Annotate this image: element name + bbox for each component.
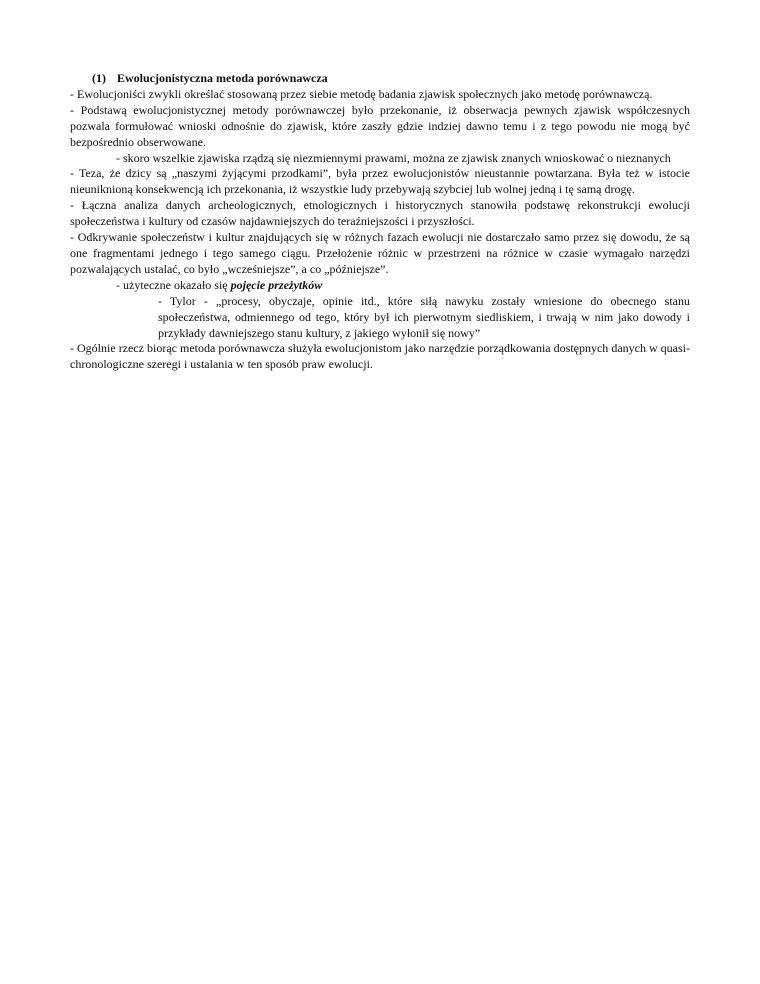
tylor-quote: - Tylor - „procesy, obyczaje, opinie itd., które siłą nawyku zostały wniesione do obecnego stanu społeczeństwa, odmiennego od tego, który był ich pierwotnym siedliskiem, i trwają w nim jako dowody i przykłady dawniejszego stanu kultury, z jakiego wyłonił się nowy”	[158, 293, 690, 340]
paragraph-5: - Łączna analiza danych archeologicznych, etnologicznych i historycznych stanowiła podstawę rekonstrukcji ewolucji społeczeństwa i kultury od czasów najdawniejszych do teraźniejszości i przyszłości.	[70, 198, 690, 229]
paragraph-2: - Podstawą ewolucjonistycznej metody porównawczej było przekonanie, iż obserwacja pewnych zjawisk współczesnych pozwala formułować wnioski odnośnie do zjawisk, które zaszły gdzie indziej dawno temu i z tego powodu nie mogą być bezpośrednio obserwowane.	[70, 102, 690, 149]
paragraph-3: - skoro wszelkie zjawiska rządzą się niezmiennymi prawami, można ze zjawisk znanych wnioskować o nieznanych	[116, 150, 671, 165]
paragraph-6: - Odkrywanie społeczeństw i kultur znajdujących się w różnych fazach ewolucji nie dostarczało samo przez się dowodu, że są one fragmentami jednego i tego samego ciągu. Przełożenie różnic w przestrzeni na różnice w czasie wymagało narzędzi pozwalających ustalać, co było „wcześniejsze”, a co „późniejsze”.	[70, 230, 690, 276]
paragraph-7	[116, 278, 690, 294]
paragraph-7-text: - użyteczne okazało się	[116, 277, 231, 292]
heading-number: (1)	[92, 71, 106, 85]
paragraph-4: - Teza, że dzicy są „naszymi żyjącymi przodkami”, była przez ewolucjonistów nieustannie powtarzana. Była też w istocie nieuniknioną konsekwencją ich przekonania, iż wszystkie ludy przebywają szybciej lub wolnej jedną i tę samą drogę.	[70, 166, 690, 197]
paragraph-9: - Ogólnie rzecz biorąc metoda porównawcza służyła ewolucjonistom jako narzędzie porządkowania dostępnych danych w quasi-chronologiczne szeregi i ustalania w ten sposób praw ewolucji.	[70, 341, 690, 372]
emphasized-term: pojęcie przeżytków	[230, 277, 323, 292]
section-heading	[92, 71, 690, 87]
heading-text: Ewolucjonistyczna metoda porównawcza	[117, 71, 328, 85]
document-body	[70, 71, 690, 373]
paragraph-1: - Ewolucjoniści zwykli określać stosowaną przez siebie metodę badania zjawisk społecznych jako metodę porównawczą.	[70, 86, 653, 101]
